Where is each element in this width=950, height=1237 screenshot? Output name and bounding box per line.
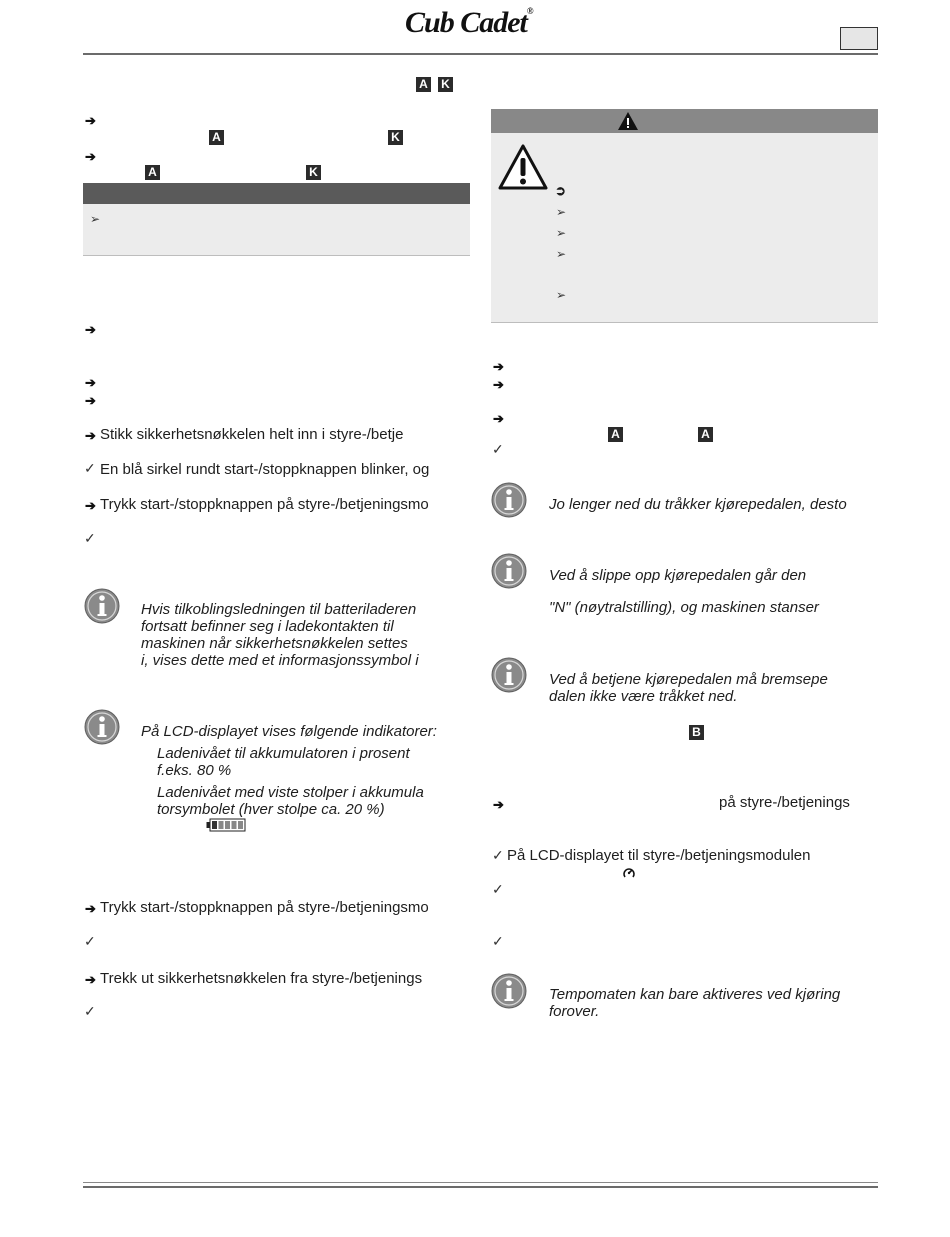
registered-mark: ® [526,6,533,16]
step-arrow-icon: ➔ [493,359,504,374]
step-control-module: på styre-/betjenings [719,794,850,811]
info-battery-cable-line: maskinen når sikkerhetsnøkkelen settes [141,635,408,652]
step-arrow-icon: ➔ [85,498,96,513]
warning-large-icon [498,144,548,190]
result-check-icon: ✓ [492,933,504,949]
badge-k: K [438,77,453,92]
info-lcd-item-percent: Ladenivået til akkumulatoren i prosent [157,745,410,762]
result-check-icon: ✓ [84,933,96,949]
bullet-arrowhead-icon: ➢ [556,247,567,261]
step-arrow-icon: ➔ [85,428,96,443]
badge-a: A [145,165,160,180]
step-press-start: Trykk start-/stoppknappen på styre-/betjeningsmo [100,496,429,513]
info-icon [84,588,120,624]
badge-a: A [608,427,623,442]
brand-name: Cub Cadet [405,6,527,39]
page-number-box [840,27,878,50]
badge-k: K [388,130,403,145]
info-brake-pedal: Ved å betjene kjørepedalen må bremsepe [549,671,828,688]
note-header-bar [83,183,470,204]
step-press-stop: Trykk start-/stoppknappen på styre-/betjeningsmo [100,899,429,916]
battery-icon [206,818,246,832]
step-arrow-icon: ➔ [85,393,96,408]
badge-b: B [689,725,704,740]
step-arrow-icon: ➔ [85,901,96,916]
info-brake-pedal: dalen ikke være tråkket ned. [549,688,738,705]
bullet-arrowhead-icon: ➢ [556,226,567,240]
info-lcd-item-bars: Ladenivået med viste stolper i akkumula [157,784,424,801]
step-arrow-icon: ➔ [85,972,96,987]
step-arrow-icon: ➔ [85,149,96,164]
bullet-arrowhead-icon: ➢ [556,288,567,302]
badge-a: A [416,77,431,92]
step-arrow-icon: ➔ [493,377,504,392]
result-check-icon: ✓ [84,1003,96,1019]
hand-pointer-icon: ➲ [555,183,566,198]
info-icon [84,709,120,745]
step-arrow-icon: ➔ [493,411,504,426]
info-tempomat: Tempomaten kan bare aktiveres ved kjøring [549,986,841,1003]
info-pedal-release: Ved å slippe opp kjørepedalen går den [549,567,807,584]
result-check-icon: ✓ [492,881,504,897]
info-battery-cable-line: Hvis tilkoblingsledningen til batteriladeren [141,601,417,618]
footer-rule [83,1186,878,1188]
step-arrow-icon: ➔ [493,797,504,812]
result-blue-circle: En blå sirkel rundt start-/stoppknappen blinker, og [100,461,430,478]
result-check-icon: ✓ [492,847,504,863]
info-lcd-item-bars: torsymbolet (hver stolpe ca. 20 %) [157,801,385,818]
info-battery-cable-line: fortsatt befinner seg i ladekontakten til [141,618,394,635]
info-icon [491,657,527,693]
result-check-icon: ✓ [84,460,96,476]
warning-panel-rule [491,322,878,323]
info-pedal-release: "N" (nøytralstilling), og maskinen stanser [549,599,819,616]
badge-a: A [209,130,224,145]
step-remove-key: Trekk ut sikkerhetsnøkkelen fra styre-/betjenings [100,970,423,987]
info-tempomat: forover. [549,1003,600,1020]
step-insert-key: Stikk sikkerhetsnøkkelen helt inn i styre-/betje [100,426,404,443]
result-check-icon: ✓ [492,441,504,457]
info-pedal-depth: Jo lenger ned du tråkker kjørepedalen, desto [549,496,847,513]
bullet-arrowhead-icon: ➢ [90,212,101,226]
note-panel-rule [83,255,470,256]
brand-logo [405,6,533,40]
tempomat-icon [622,866,636,880]
result-check-icon: ✓ [84,530,96,546]
warning-panel [491,133,878,322]
note-panel [83,204,470,255]
result-lcd-module: På LCD-displayet til styre-/betjeningsmodulen [507,847,811,864]
warning-triangle-icon [617,111,639,131]
info-icon [491,973,527,1009]
info-icon [491,482,527,518]
info-battery-cable-line: i, vises dette med et informasjonssymbol i [141,652,419,669]
step-arrow-icon: ➔ [85,375,96,390]
info-lcd-item-percent: f.eks. 80 % [157,762,232,779]
header-rule [83,53,878,55]
bullet-arrowhead-icon: ➢ [556,205,567,219]
info-icon [491,553,527,589]
step-arrow-icon: ➔ [85,113,96,128]
badge-k: K [306,165,321,180]
footer-rule [83,1182,878,1183]
step-arrow-icon: ➔ [85,322,96,337]
warning-header-bar [491,109,878,133]
badge-a: A [698,427,713,442]
info-lcd-title: På LCD-displayet vises følgende indikatorer: [141,723,437,740]
